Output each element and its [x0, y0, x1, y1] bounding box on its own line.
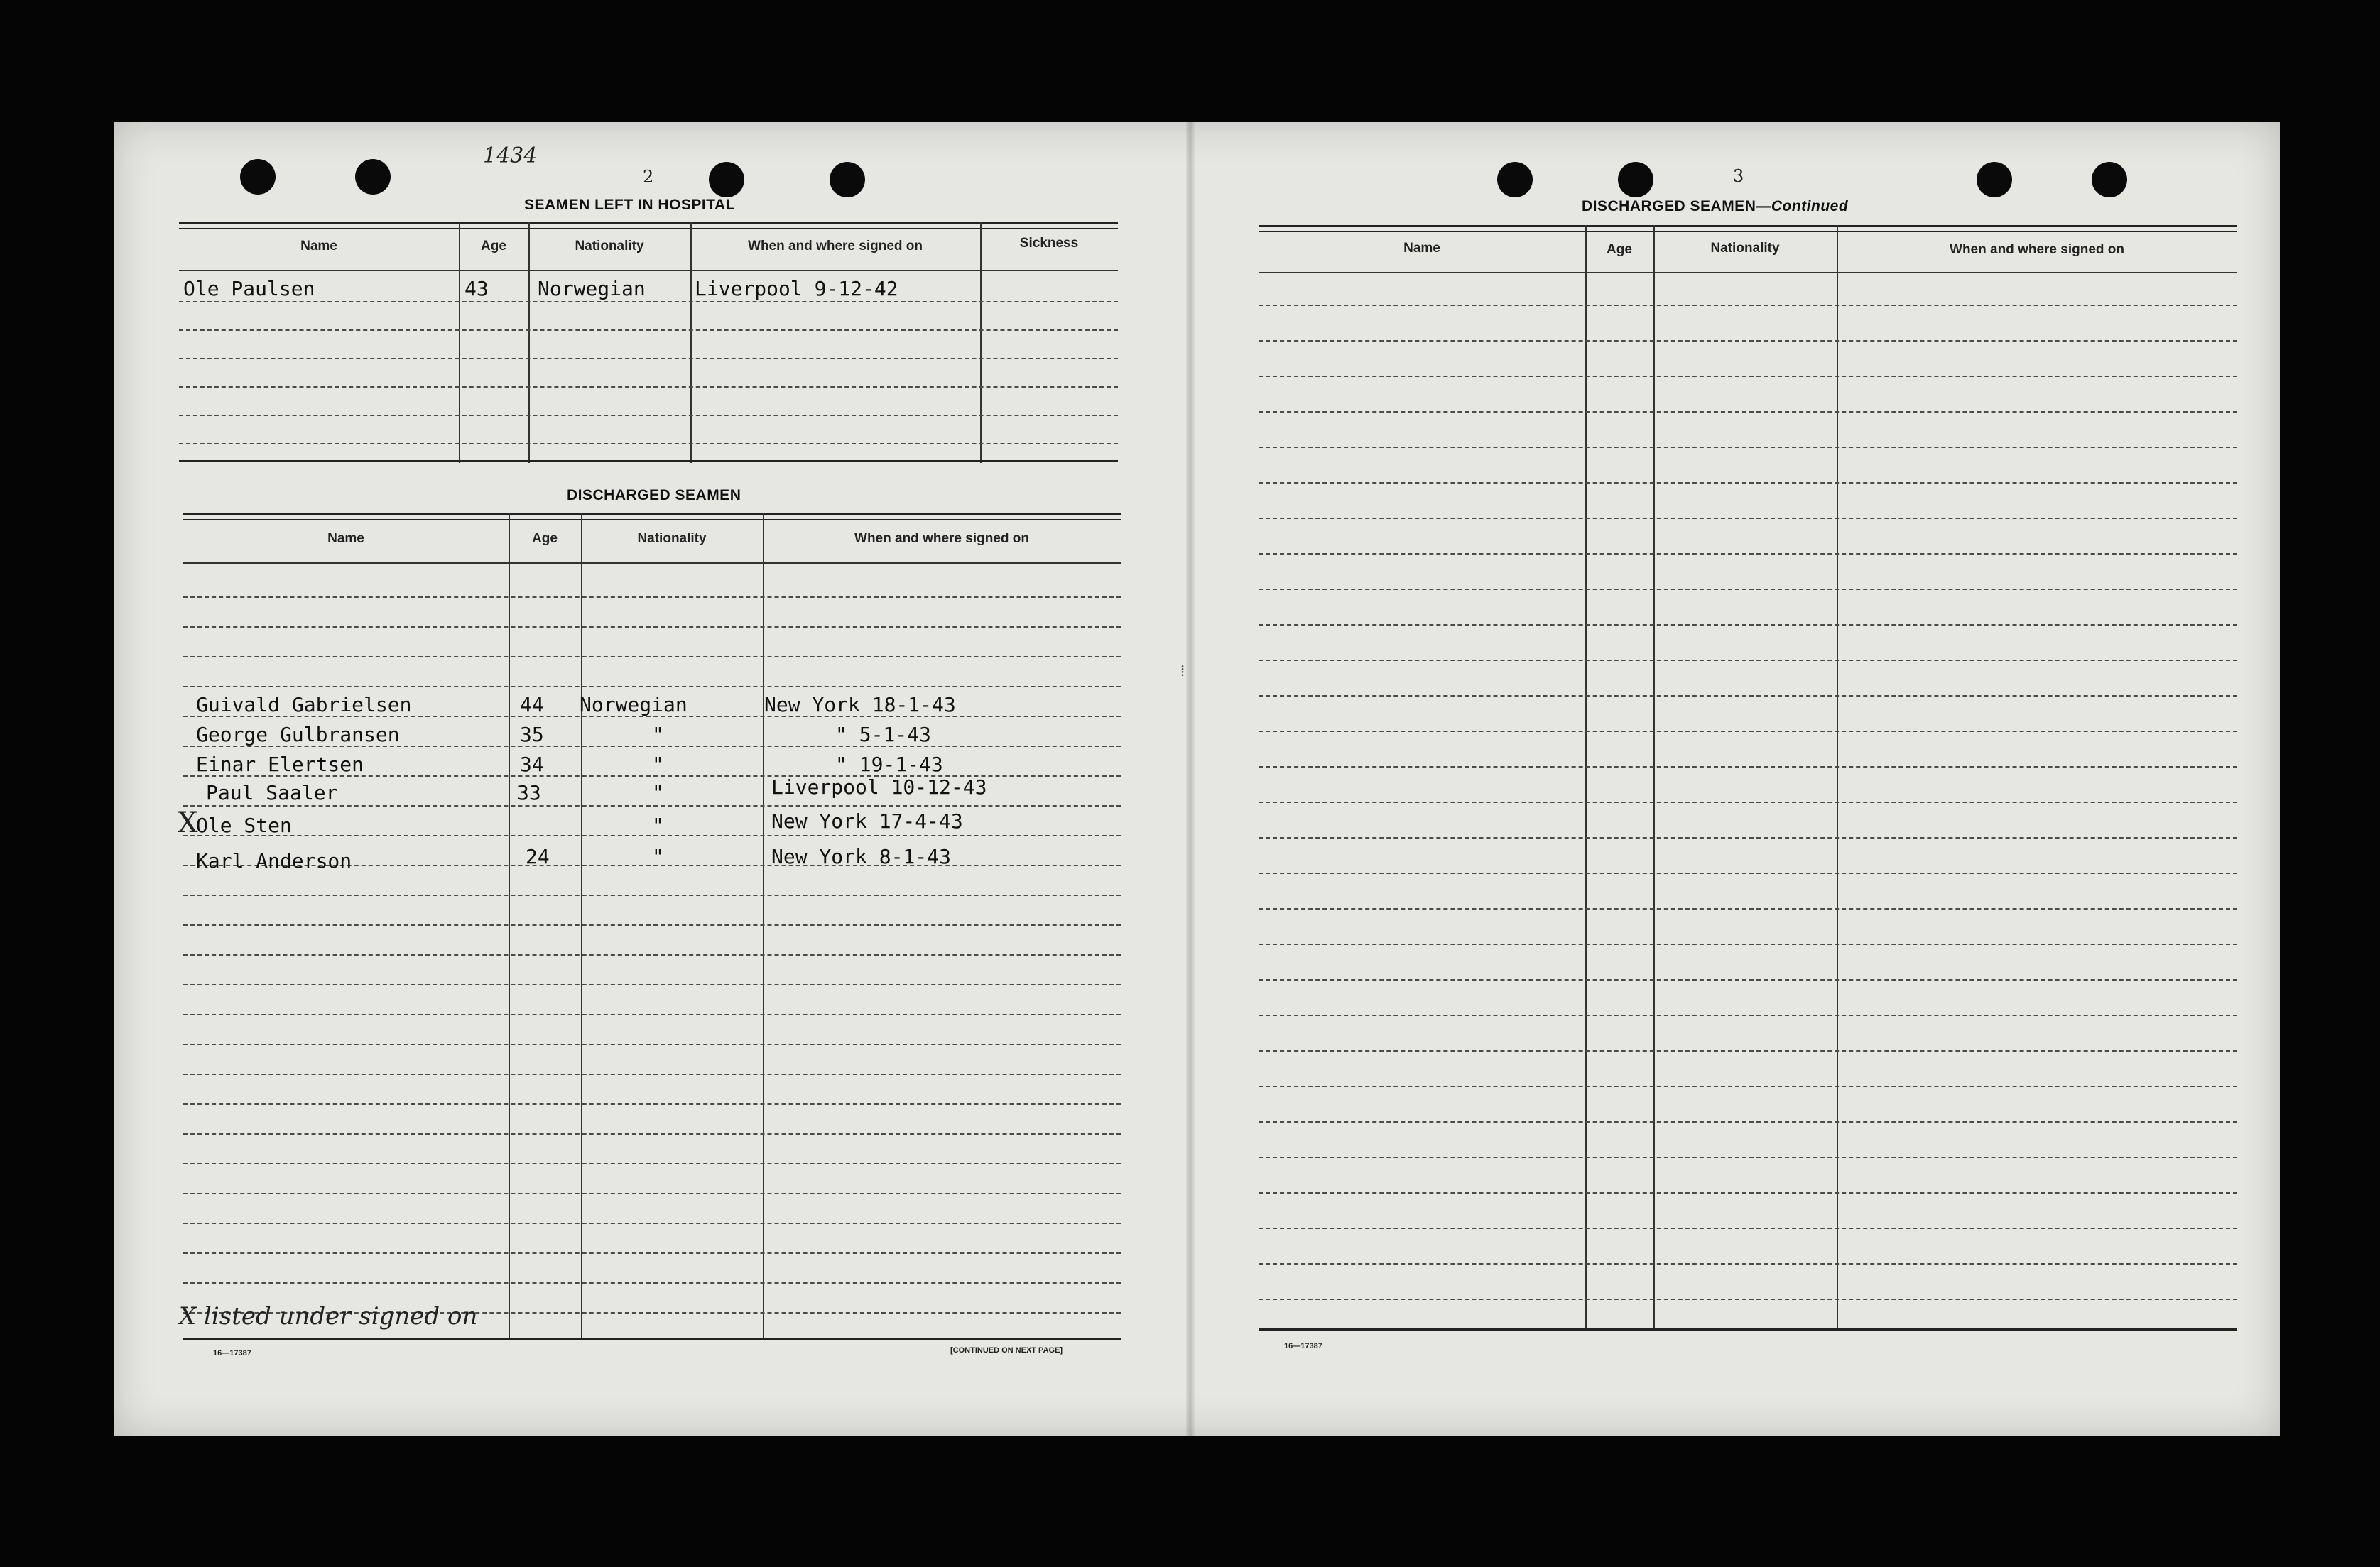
hospital-row-signed-on: Liverpool 9-12-42	[695, 277, 898, 300]
col-header-name: Name	[327, 531, 364, 546]
col-header-nationality: Nationality	[575, 239, 644, 253]
col-header-nationality: Nationality	[1710, 241, 1780, 256]
right-title-continued: —Continued	[1756, 198, 1849, 214]
col-header-nationality: Nationality	[637, 531, 707, 546]
discharged-row-age: 34	[520, 753, 544, 776]
discharged-row-signed-on: " 19-1-43	[835, 753, 943, 776]
punch-hole	[240, 159, 276, 195]
hospital-table	[179, 222, 1118, 463]
discharged-row-signed-on: New York 17-4-43	[771, 809, 963, 833]
right-discharged-table	[1259, 225, 2237, 1333]
col-header-name: Name	[1403, 241, 1440, 256]
discharged-row-age: 33	[517, 781, 541, 804]
discharged-row-age: 24	[526, 845, 550, 868]
continued-note: [CONTINUED ON NEXT PAGE]	[950, 1346, 1063, 1355]
discharged-row-name: Guivald Gabrielsen	[196, 693, 412, 716]
punch-hole	[1618, 162, 1653, 197]
col-header-age: Age	[481, 239, 506, 253]
punch-hole	[2092, 162, 2127, 197]
hospital-row-nationality: Norwegian	[538, 277, 646, 300]
punch-hole	[355, 159, 391, 195]
discharged-row-nationality: Norwegian	[580, 693, 688, 716]
top-handwriting: 1434	[483, 143, 538, 168]
discharged-row-signed-on: " 5-1-43	[835, 723, 931, 746]
discharged-row-name: Einar Elertsen	[196, 753, 364, 776]
page-number-right: 3	[1733, 166, 1744, 186]
margin-x-mark: X	[178, 807, 198, 839]
hospital-section-title: SEAMEN LEFT IN HOSPITAL	[524, 197, 735, 213]
right-section-title	[1582, 198, 1848, 215]
discharged-row-name: Ole Sten	[196, 814, 292, 837]
col-header-signed-on: When and where signed on	[748, 239, 923, 253]
col-header-signed-on: When and where signed on	[854, 531, 1029, 546]
col-header-sickness: Sickness	[1019, 236, 1079, 251]
hospital-row-age: 43	[464, 277, 489, 300]
stamp-mark: ⁞	[1180, 662, 1185, 680]
discharged-row-signed-on: New York 18-1-43	[764, 693, 956, 716]
col-header-name: Name	[300, 239, 337, 253]
punch-hole	[830, 162, 865, 197]
discharged-section-title: DISCHARGED SEAMEN	[567, 487, 741, 503]
discharged-table	[178, 513, 1121, 1345]
discharged-row-name: Karl Anderson	[196, 849, 352, 873]
col-header-signed-on: When and where signed on	[1950, 242, 2124, 257]
punch-hole	[1977, 162, 2012, 197]
discharged-row-nationality: "	[652, 781, 664, 804]
discharged-row-nationality: "	[652, 814, 664, 837]
discharged-row-name: Paul Saaler	[206, 781, 338, 804]
discharged-row-age: 44	[520, 693, 544, 716]
discharged-row-nationality: "	[652, 845, 664, 868]
document-sheet	[114, 122, 2280, 1436]
col-header-age: Age	[1607, 242, 1632, 257]
discharged-row-signed-on: Liverpool 10-12-43	[771, 775, 987, 799]
discharged-row-nationality: "	[652, 753, 664, 776]
form-number-left: 16—17387	[213, 1349, 251, 1358]
discharged-row-nationality: "	[652, 723, 664, 746]
page-number-left: 2	[643, 167, 654, 187]
discharged-row-name: George Gulbransen	[196, 723, 400, 746]
punch-hole	[1497, 162, 1533, 197]
right-title-main: DISCHARGED SEAMEN	[1582, 198, 1756, 214]
discharged-row-signed-on: New York 8-1-43	[771, 845, 951, 868]
hospital-row-name: Ole Paulsen	[183, 277, 315, 300]
punch-hole	[709, 162, 744, 197]
page-fold	[1186, 122, 1195, 1436]
col-header-age: Age	[532, 531, 558, 546]
handwritten-note: X listed under signed on	[179, 1302, 478, 1331]
form-number-right: 16—17387	[1284, 1342, 1322, 1350]
discharged-row-age: 35	[520, 723, 544, 746]
